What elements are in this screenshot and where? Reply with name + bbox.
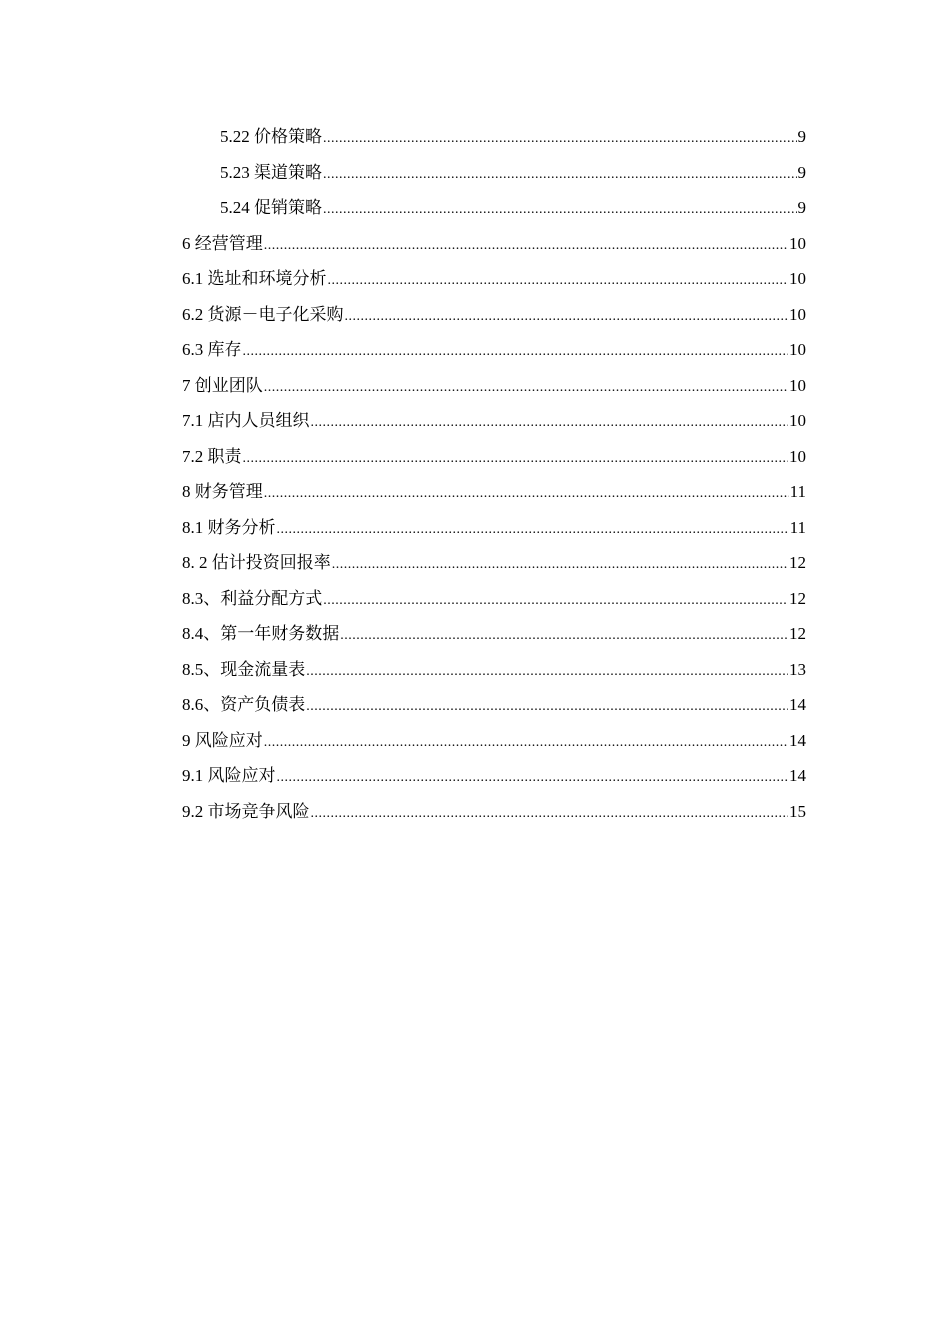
toc-page-number: 14 bbox=[789, 766, 806, 785]
toc-entry-8[interactable] bbox=[182, 474, 806, 510]
toc-entry-7[interactable] bbox=[182, 368, 806, 404]
toc-dot-leader bbox=[277, 512, 789, 548]
toc-dot-leader bbox=[323, 583, 788, 619]
toc-dot-leader bbox=[323, 121, 797, 157]
toc-dot-leader bbox=[277, 760, 789, 796]
toc-dot-leader bbox=[264, 476, 789, 512]
toc-entry-title: 8.5、现金流量表 bbox=[182, 659, 306, 679]
toc-page-number: 15 bbox=[789, 801, 806, 821]
toc-dot-leader bbox=[243, 441, 789, 477]
toc-dot-leader bbox=[264, 228, 788, 264]
toc-entry-title: 6.2 货源－电子化采购 bbox=[182, 304, 344, 324]
toc-entry-title: 7.1 店内人员组织 bbox=[182, 411, 310, 430]
toc-page-number: 12 bbox=[789, 624, 806, 643]
toc-entry-8-6[interactable] bbox=[182, 687, 806, 723]
toc-entry-title: 5.23 渠道策略 bbox=[220, 162, 322, 182]
toc-dot-leader bbox=[311, 405, 789, 441]
toc-entry-9-1[interactable] bbox=[182, 758, 806, 794]
toc-page-number: 14 bbox=[789, 730, 806, 750]
toc-entry-9-2[interactable] bbox=[182, 794, 806, 830]
toc-entry-title: 5.22 价格策略 bbox=[220, 127, 322, 146]
toc-page-number: 11 bbox=[789, 517, 806, 537]
toc-page-number: 9 bbox=[797, 198, 806, 217]
toc-entry-9[interactable] bbox=[182, 723, 806, 759]
toc-dot-leader bbox=[264, 370, 788, 406]
toc-entry-6-3[interactable] bbox=[182, 332, 806, 368]
toc-page-number: 10 bbox=[789, 446, 806, 466]
toc-entry-8-4[interactable] bbox=[182, 616, 806, 652]
toc-page-number: 11 bbox=[789, 482, 806, 501]
toc-entry-title: 8.4、第一年财务数据 bbox=[182, 624, 340, 643]
toc-entry-title: 6 经营管理 bbox=[182, 233, 263, 253]
toc-page-number: 10 bbox=[789, 304, 806, 324]
toc-entry-8-3[interactable] bbox=[182, 581, 806, 617]
toc-page-number: 13 bbox=[789, 659, 806, 679]
toc-dot-leader bbox=[243, 334, 789, 370]
toc-dot-leader bbox=[306, 654, 788, 690]
toc-page-number: 10 bbox=[789, 375, 806, 395]
toc-entry-title: 8 财务管理 bbox=[182, 482, 263, 501]
toc-page-number: 10 bbox=[789, 411, 806, 430]
toc-dot-leader bbox=[340, 618, 788, 654]
toc-entry-6[interactable] bbox=[182, 226, 806, 262]
toc-entry-title: 8.3、利益分配方式 bbox=[182, 588, 323, 608]
toc-entry-5-23[interactable] bbox=[182, 155, 806, 191]
toc-entry-title: 7.2 职责 bbox=[182, 446, 242, 466]
toc-page-number: 10 bbox=[789, 233, 806, 253]
toc-dot-leader bbox=[311, 796, 789, 832]
toc-dot-leader bbox=[323, 192, 797, 228]
toc-entry-title: 9.2 市场竞争风险 bbox=[182, 801, 310, 821]
toc-entry-8-5[interactable] bbox=[182, 652, 806, 688]
toc-entry-title: 9 风险应对 bbox=[182, 730, 263, 750]
toc-entry-8-1[interactable] bbox=[182, 510, 806, 546]
toc-entry-6-1[interactable] bbox=[182, 261, 806, 297]
toc-page-number: 9 bbox=[797, 127, 806, 146]
toc-dot-leader bbox=[323, 157, 797, 193]
toc-page-number: 9 bbox=[797, 162, 806, 182]
toc-entry-5-24[interactable] bbox=[182, 190, 806, 226]
toc-page-number: 12 bbox=[789, 588, 806, 608]
toc-entry-7-1[interactable] bbox=[182, 403, 806, 439]
toc-entry-title: 8. 2 估计投资回报率 bbox=[182, 553, 331, 572]
toc-dot-leader bbox=[306, 689, 788, 725]
toc-dot-leader bbox=[332, 547, 788, 583]
toc-entry-title: 8.1 财务分析 bbox=[182, 517, 276, 537]
toc-dot-leader bbox=[264, 725, 788, 761]
toc-entry-8-2[interactable] bbox=[182, 545, 806, 581]
toc-entry-title: 8.6、资产负债表 bbox=[182, 695, 306, 714]
toc-entry-title: 9.1 风险应对 bbox=[182, 766, 276, 785]
toc-dot-leader bbox=[345, 299, 789, 335]
toc-entry-title: 6.3 库存 bbox=[182, 340, 242, 359]
toc-entry-5-22[interactable] bbox=[182, 119, 806, 155]
toc-entry-title: 6.1 选址和环境分析 bbox=[182, 269, 327, 288]
toc-page-number: 10 bbox=[789, 340, 806, 359]
table-of-contents bbox=[182, 119, 806, 829]
toc-entry-title: 7 创业团队 bbox=[182, 375, 263, 395]
toc-entry-7-2[interactable] bbox=[182, 439, 806, 475]
toc-page-number: 12 bbox=[789, 553, 806, 572]
toc-entry-6-2[interactable] bbox=[182, 297, 806, 333]
toc-entry-title: 5.24 促销策略 bbox=[220, 198, 322, 217]
toc-dot-leader bbox=[328, 263, 789, 299]
toc-page-number: 10 bbox=[789, 269, 806, 288]
toc-page-number: 14 bbox=[789, 695, 806, 714]
